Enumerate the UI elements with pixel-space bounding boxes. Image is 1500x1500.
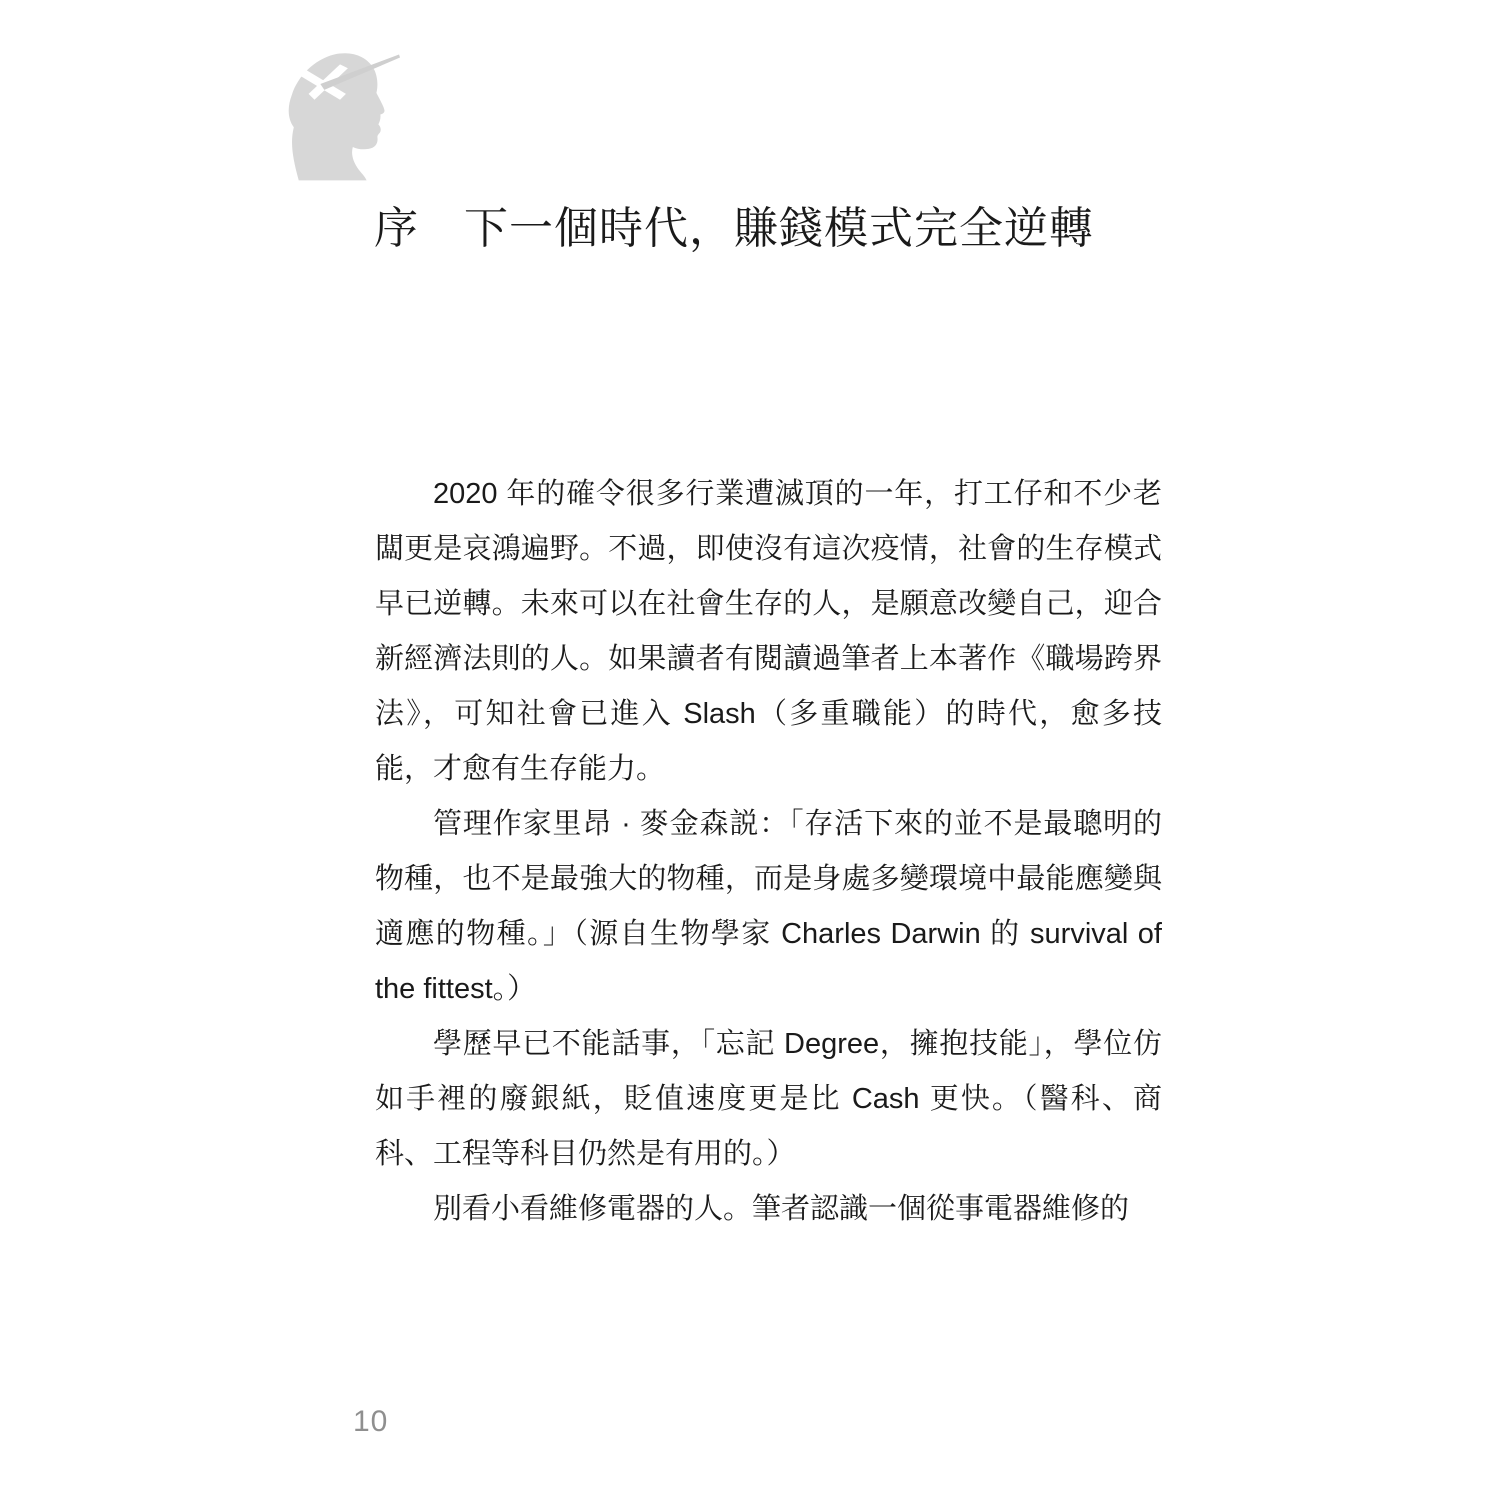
paragraph: 學歷早已不能話事，「忘記 Degree，擁抱技能」，學位仿如手裡的廢銀紙，貶值速度更是比 Cash 更快。（醫科、商科、工程等科目仍然是有用的。） xyxy=(375,1028,1162,1170)
paragraph: 2020 年的確令很多行業遭滅頂的一年，打工仔和不少老闆更是哀鴻遍野。不過，即使沒有這次疫情，社會的生存模式早已逆轉。未來可以在社會生存的人，是願意改變自己，迎合新經濟法則的人。如果讀者有閱讀過筆者上本著作《職場跨界法》，可知社會已進入 Slash（多重職能）的時代，愈多技能，才愈有生存能力。 xyxy=(375,478,1162,785)
body-text xyxy=(375,467,1162,1237)
head-silhouette-logo xyxy=(283,48,401,182)
page-number: 10 xyxy=(353,1405,389,1438)
head-silhouette-icon xyxy=(283,48,401,182)
paragraph: 管理作家里昂 · 麥金森説：「存活下來的並不是最聰明的物種，也不是最強大的物種，而是身處多變環境中最能應變與適應的物種。」（源自生物學家 Charles Darwin 的 survival of the fittest。） xyxy=(375,808,1162,1005)
chapter-title: 序 下一個時代，賺錢模式完全逆轉 xyxy=(374,204,1094,253)
paragraph: 別看小看維修電器的人。筆者認識一個從事電器維修的 xyxy=(433,1193,1130,1225)
